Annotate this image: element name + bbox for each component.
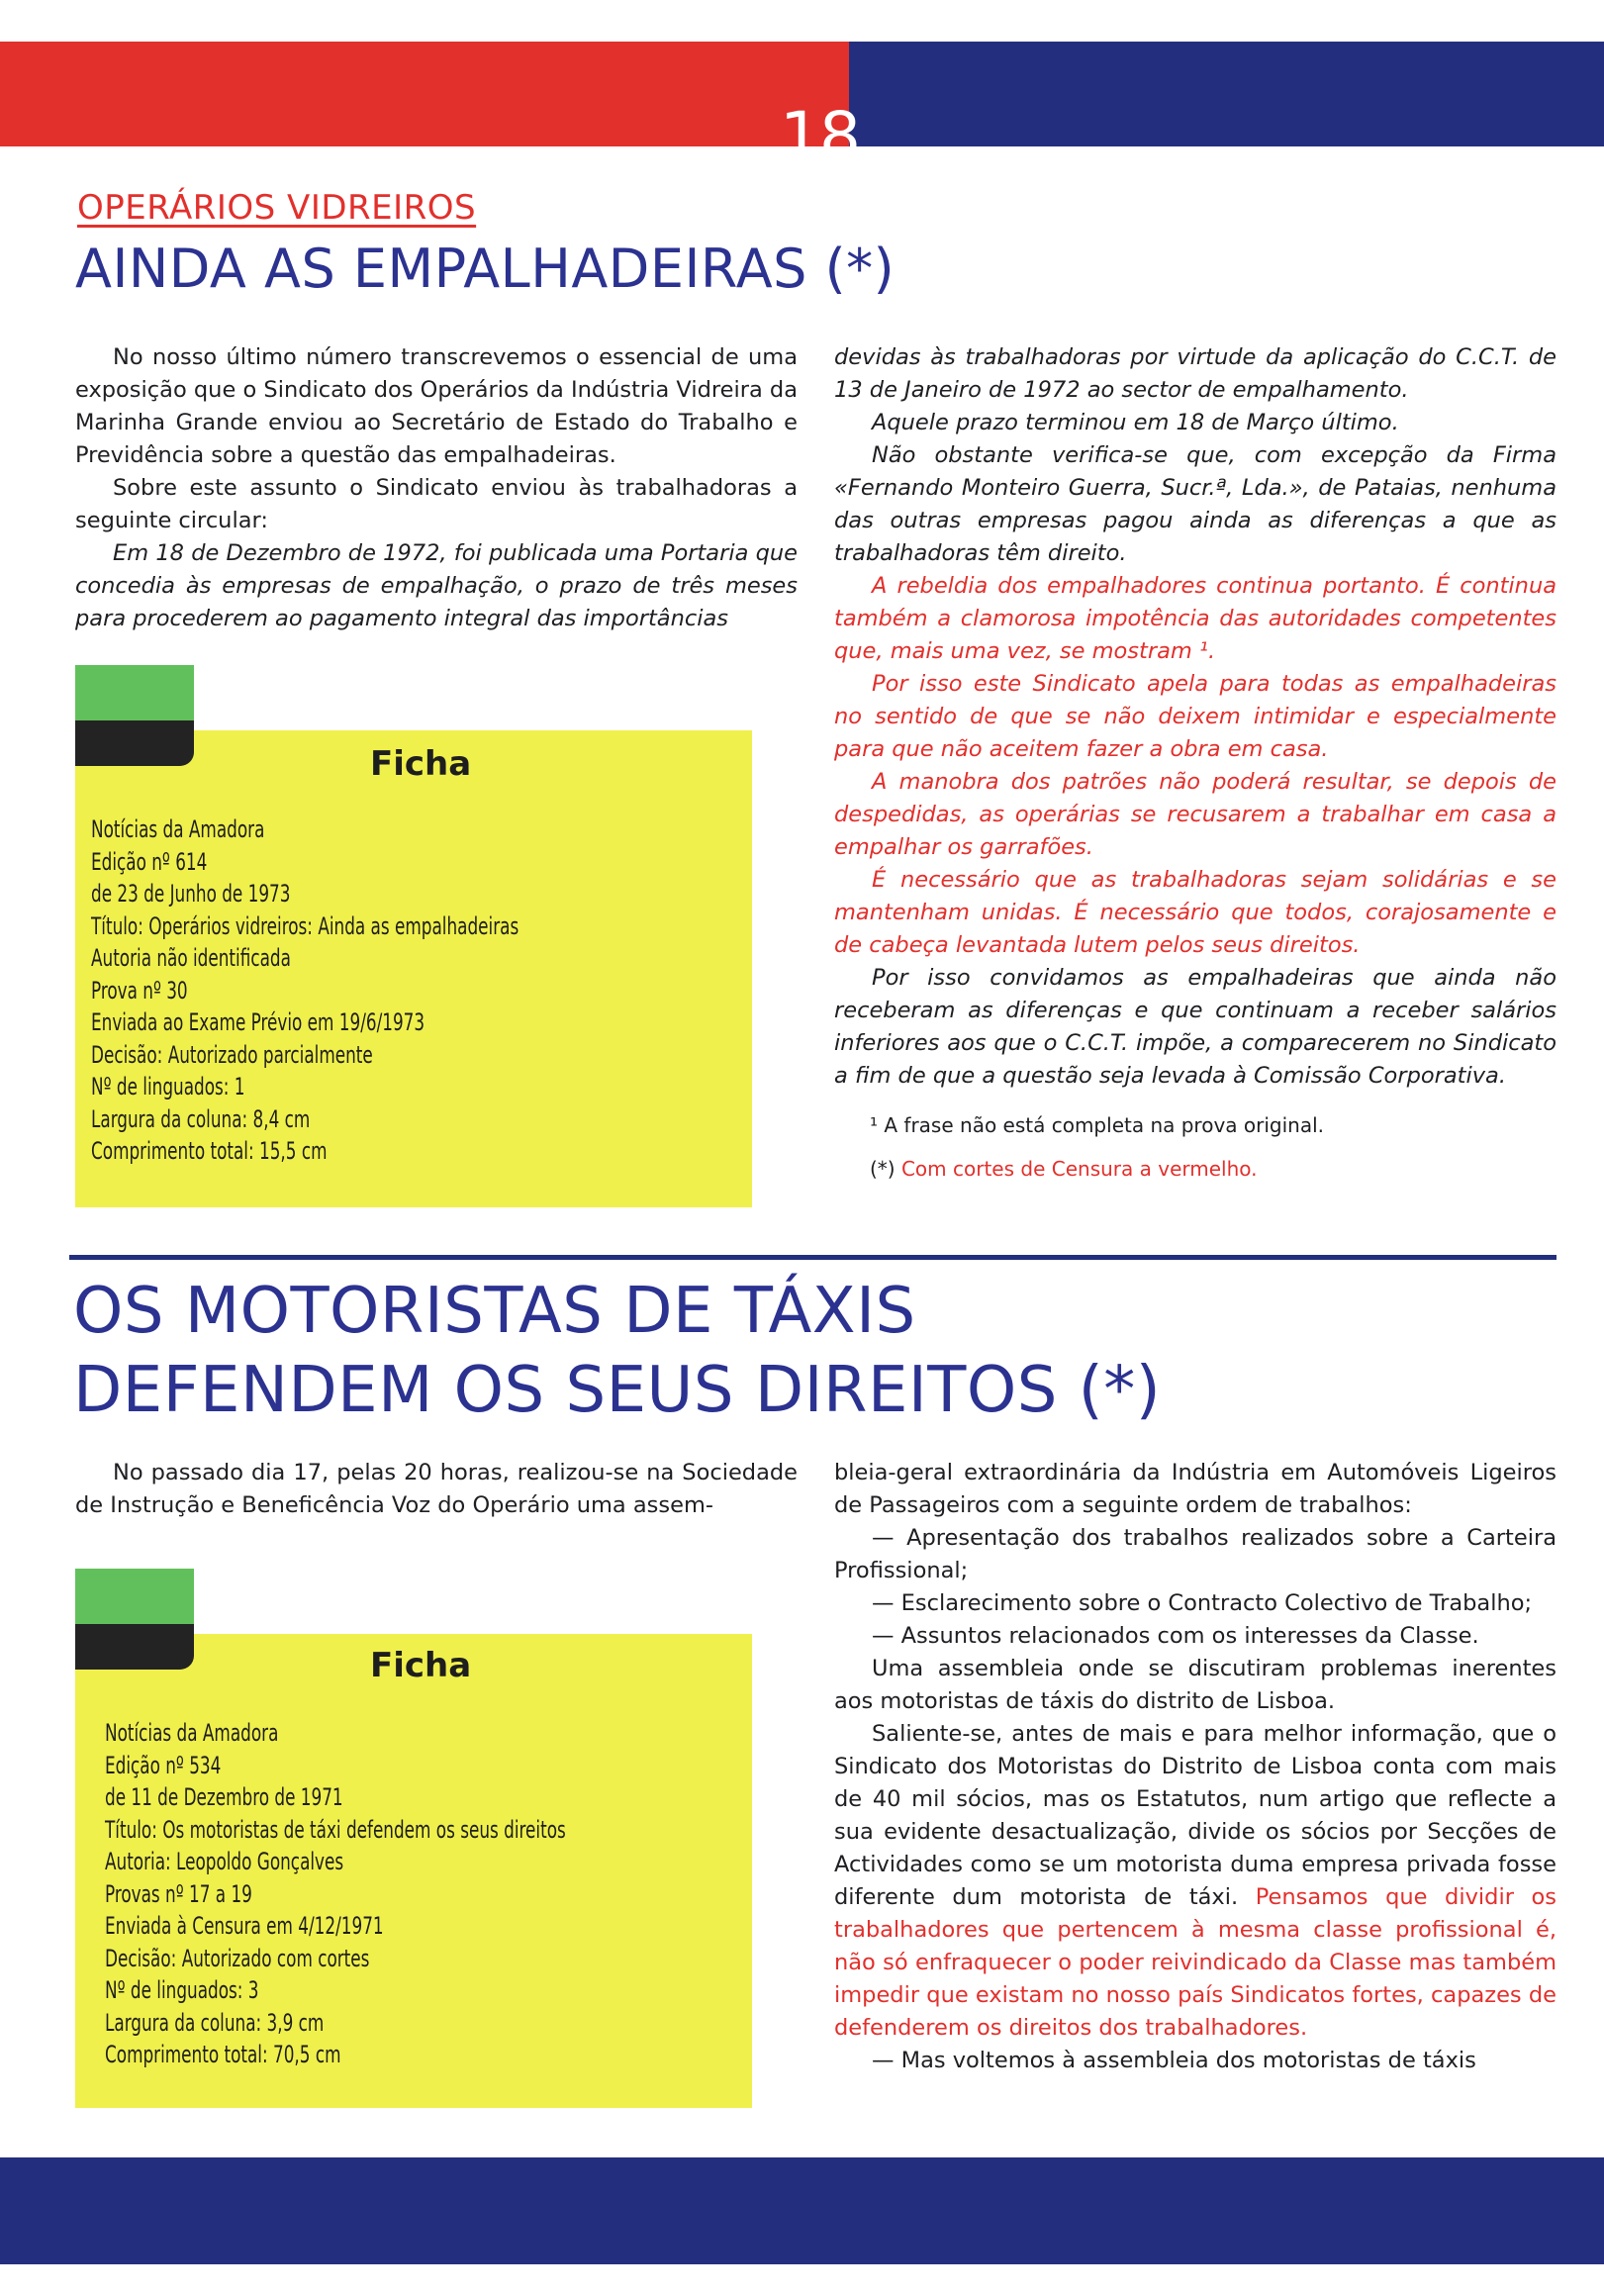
section-divider [69, 1255, 1557, 1260]
top-band-red [0, 42, 849, 146]
paragraph-italic: Aquele prazo terminou em 18 de Março último. [872, 410, 1399, 435]
article2-right-column [834, 1457, 1557, 2077]
agenda-item: — Assuntos relacionados com os interesses da Classe. [872, 1623, 1479, 1649]
paragraph: No passado dia 17, pelas 20 horas, realizou-se na Sociedade de Instrução e Beneficência Voz do Operário uma assem- [75, 1460, 798, 1518]
ficha-line: Notícias da Amadora [91, 815, 265, 843]
ficha-details [91, 813, 519, 1168]
ficha-title: Ficha [370, 1646, 472, 1685]
ficha-line: Enviada ao Exame Prévio em 19/6/1973 [91, 1008, 425, 1036]
ficha-title: Ficha [370, 744, 472, 784]
footnotes [834, 1110, 1557, 1184]
ficha-line: Autoria: Leopoldo Gonçalves [105, 1848, 344, 1875]
paragraph-italic: Não obstante verifica-se que, com excepção da Firma «Fernando Monteiro Guerra, Sucr.ª, Lda.», de Pataias, nenhuma das outras empresas pagou ainda as diferenças a que as trabalhadoras têm direito. [834, 442, 1557, 566]
footnote: ¹ A frase não está completa na prova original. [870, 1113, 1325, 1137]
censored-paragraph: É necessário que as trabalhadoras sejam solidárias e se mantenham unidas. É necessário que todos, corajosamente e de cabeça levantada lutem pelos seus direitos. [834, 867, 1557, 958]
footnote-censorship-note: Com cortes de Censura a vermelho. [900, 1157, 1258, 1181]
censored-text: Pensamos que dividir os trabalhadores que pertencem à mesma classe profissional é, não só enfraquecer o poder reivindicado da Classe mas também impedir que existam no nosso país Sindicatos fortes, capazes de defenderem os direitos dos trabalhadores. [834, 1884, 1557, 2041]
article2-left-column [75, 1457, 798, 1522]
paragraph: No nosso último número transcrevemos o essencial de uma exposição que o Sindicato dos Operários da Indústria Vidreira da Marinha Grande enviou ao Secretário de Estado do Trabalho e Previdência sobre a questão das empalhadeiras. [75, 344, 798, 468]
agenda-item: — Esclarecimento sobre o Contracto Colectivo de Trabalho; [872, 1590, 1533, 1616]
ficha-line: Nº de linguados: 3 [105, 1976, 259, 2004]
ficha-line: Enviada à Censura em 4/12/1971 [105, 1912, 384, 1940]
censored-paragraph: A rebeldia dos empalhadores continua portanto. É continua também a clamorosa impotência das autoridades competentes que, mais uma vez, se mostram ¹. [834, 573, 1557, 664]
censored-paragraph: Por isso este Sindicato apela para todas as empalhadeiras no sentido de que se não deixem intimidar e especialmente para que não aceitem fazer a obra em casa. [834, 671, 1557, 762]
ficha-line: Largura da coluna: 8,4 cm [91, 1104, 311, 1133]
paragraph: bleia-geral extraordinária da Indústria em Automóveis Ligeiros de Passageiros com a seguinte ordem de trabalhos: [834, 1460, 1557, 1518]
footnote-prefix: (*) [870, 1157, 901, 1181]
headline-line: DEFENDEM OS SEUS DIREITOS (*) [73, 1354, 1162, 1427]
ficha-line: Nº de linguados: 1 [91, 1073, 245, 1100]
paragraph-italic: devidas às trabalhadoras por virtude da aplicação do C.C.T. de 13 de Janeiro de 1972 ao sector de empalhamento. [834, 344, 1557, 403]
page-number: 18 [780, 98, 859, 174]
ficha-line: Prova nº 30 [91, 976, 188, 1004]
ficha-line: Autoria não identificada [91, 944, 291, 972]
top-color-band [0, 42, 1604, 174]
paragraph-mixed [834, 1718, 1557, 2045]
paragraph-text: Saliente-se, antes de mais e para melhor informação, que o Sindicato dos Motoristas do Distrito de Lisboa conta com mais de 40 mil sócios, mas os Estatutos, num artigo que reflecte a sua evidente desactualização, divide os sócios por Secções de Actividades como se um motorista duma empresa privada fosse diferente dum motorista de táxi. [834, 1721, 1557, 1910]
ficha-card [75, 665, 752, 1207]
agenda-item: — Apresentação dos trabalhos realizados sobre a Carteira Profissional; [834, 1525, 1557, 1583]
paragraph: Sobre este assunto o Sindicato enviou às trabalhadoras a seguinte circular: [75, 475, 798, 533]
ficha-line: Decisão: Autorizado parcialmente [91, 1040, 373, 1069]
ficha-card [75, 1569, 752, 2108]
ficha-line: Edição nº 534 [105, 1751, 222, 1779]
article1-left-column [75, 341, 798, 635]
ficha-line: Título: Operários vidreiros: Ainda as empalhadeiras [91, 911, 519, 940]
ficha-line: Comprimento total: 70,5 cm [105, 2041, 341, 2068]
paragraph-italic: Por isso convidamos as empalhadeiras que ainda não receberam as diferenças e que continuam a receber salários inferiores aos que o C.C.T. impõe, a comparecerem no Sindicato a fim de que a questão seja levada à Comissão Corporativa. [834, 965, 1557, 1089]
bottom-color-band [0, 2157, 1604, 2264]
ficha-line: Provas nº 17 a 19 [105, 1879, 252, 1908]
ficha-line: Comprimento total: 15,5 cm [91, 1137, 328, 1165]
ficha-line: Decisão: Autorizado com cortes [105, 1944, 370, 1972]
ficha-line: de 23 de Junho de 1973 [91, 880, 291, 908]
ficha-line: Largura da coluna: 3,9 cm [105, 2008, 325, 2037]
paragraph: — Mas voltemos à assembleia dos motoristas de táxis [872, 2048, 1476, 2073]
ficha-tab-dark [75, 720, 194, 766]
censored-paragraph: A manobra dos patrões não poderá resultar, se depois de despedidas, as operárias se recusarem a trabalhar em casa a empalhar os garrafões. [834, 769, 1557, 860]
ficha-details [105, 1717, 566, 2071]
article-kicker: OPERÁRIOS VIDREIROS [77, 188, 477, 228]
article1-right-column [834, 341, 1557, 1184]
footnote [870, 1154, 1557, 1184]
ficha-line: de 11 de Dezembro de 1971 [105, 1783, 343, 1811]
paragraph-italic: Em 18 de Dezembro de 1972, foi publicada uma Portaria que concedia às empresas de empalhação, o prazo de três meses para procederem ao pagamento integral das importâncias [75, 540, 798, 631]
ficha-line: Notícias da Amadora [105, 1719, 279, 1747]
ficha-line: Título: Os motoristas de táxi defendem os seus direitos [105, 1815, 566, 1844]
headline-line: OS MOTORISTAS DE TÁXIS [73, 1275, 916, 1348]
paragraph: Uma assembleia onde se discutiram problemas inerentes aos motoristas de táxis do distrito de Lisboa. [834, 1656, 1557, 1714]
ficha-line: Edição nº 614 [91, 847, 208, 876]
article-headline: AINDA AS EMPALHADEIRAS (*) [75, 238, 896, 300]
article-headline [73, 1272, 1161, 1430]
top-band-blue [849, 42, 1604, 146]
ficha-tab-dark [75, 1624, 194, 1670]
